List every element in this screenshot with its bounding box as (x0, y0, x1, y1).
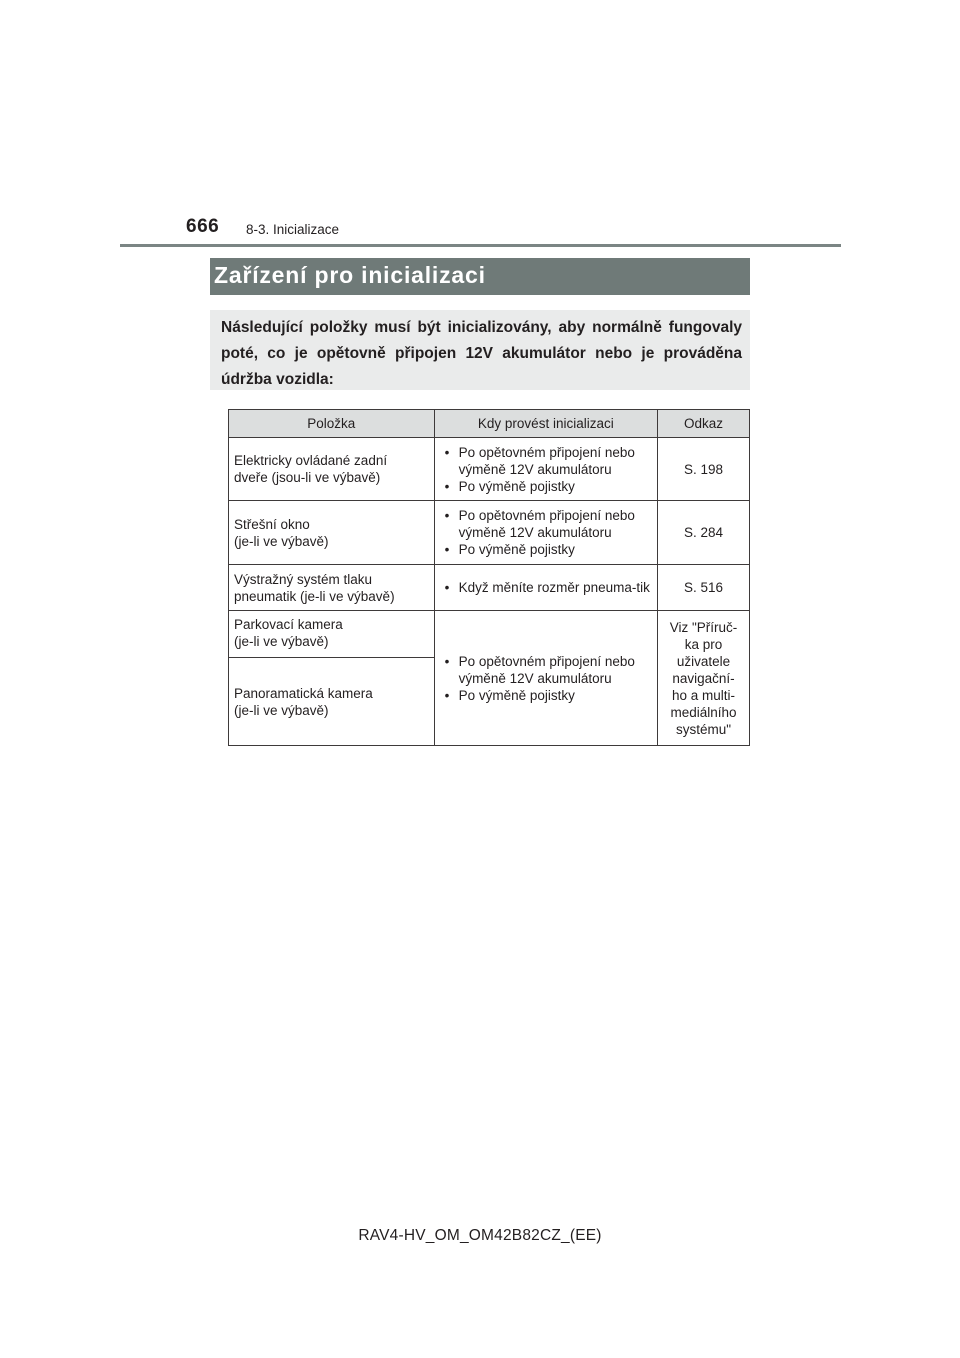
table-row (229, 565, 750, 611)
item-line: Panoramatická kamera (234, 685, 373, 701)
when-bullet: • Po výměně pojistky (440, 478, 654, 495)
when-bullet: • Po výměně pojistky (440, 541, 654, 558)
reference-line: Viz "Příruč- (669, 619, 738, 635)
when-cell (434, 501, 658, 565)
item-cell (229, 501, 435, 565)
intro-text: Následující položky musí být inicializovány, aby normálně fungovaly poté, co je opětovně připojen 12V akumulátor nebo je prováděna údržba vozidla: (210, 310, 750, 390)
column-header-item: Položka (229, 410, 435, 438)
item-line: (je-li ve výbavě) (234, 702, 329, 718)
reference-cell (658, 611, 750, 746)
when-cell (434, 438, 658, 501)
when-bullet: • Když měníte rozměr pneuma-tik (440, 579, 654, 596)
header-rule (120, 244, 841, 247)
item-line: (je-li ve výbavě) (234, 533, 329, 549)
table-header-row (229, 410, 750, 438)
page-number: 666 (186, 216, 220, 237)
document-code-footer: RAV4-HV_OM_OM42B82CZ_(EE) (358, 1227, 602, 1244)
item-line: (je-li ve výbavě) (234, 634, 329, 649)
when-bullet: • Po opětovném připojení nebo výměně 12V akumulátoru (440, 653, 654, 687)
item-cell (229, 565, 435, 611)
initialization-table (228, 409, 750, 746)
when-cell (434, 565, 658, 611)
reference-line: navigační- (672, 670, 735, 686)
when-bullet: • Po opětovném připojení nebo výměně 12V akumulátoru (440, 507, 654, 541)
item-line: dveře (jsou-li ve výbavě) (234, 470, 381, 485)
item-cell (229, 658, 435, 746)
item-cell (229, 611, 435, 658)
column-header-reference: Odkaz (658, 410, 750, 438)
item-line: Výstražný systém tlaku (234, 571, 373, 587)
table-row (229, 438, 750, 501)
when-cell (434, 611, 658, 746)
table-row (229, 501, 750, 565)
item-line: Parkovací kamera (234, 617, 343, 632)
table-row (229, 611, 750, 658)
reference-cell: S. 516 (658, 565, 750, 611)
reference-line: systému" (676, 721, 732, 737)
item-cell (229, 438, 435, 501)
reference-line: ka pro (684, 636, 723, 652)
reference-line: uživatele (676, 653, 731, 669)
item-line: Střešní okno (234, 516, 310, 532)
item-line: pneumatik (je-li ve výbavě) (234, 588, 395, 604)
section-title: Zařízení pro inicializaci (210, 258, 750, 295)
reference-cell: S. 198 (658, 438, 750, 501)
when-bullet: • Po výměně pojistky (440, 687, 654, 704)
reference-line: mediálního (670, 704, 737, 720)
reference-cell: S. 284 (658, 501, 750, 565)
item-line: Elektricky ovládané zadní (234, 453, 388, 468)
column-header-when: Kdy provést inicializaci (434, 410, 658, 438)
reference-line: ho a multi- (672, 687, 736, 703)
section-label: 8-3. Inicializace (246, 222, 340, 237)
when-bullet: • Po opětovném připojení nebo výměně 12V akumulátoru (440, 444, 654, 478)
